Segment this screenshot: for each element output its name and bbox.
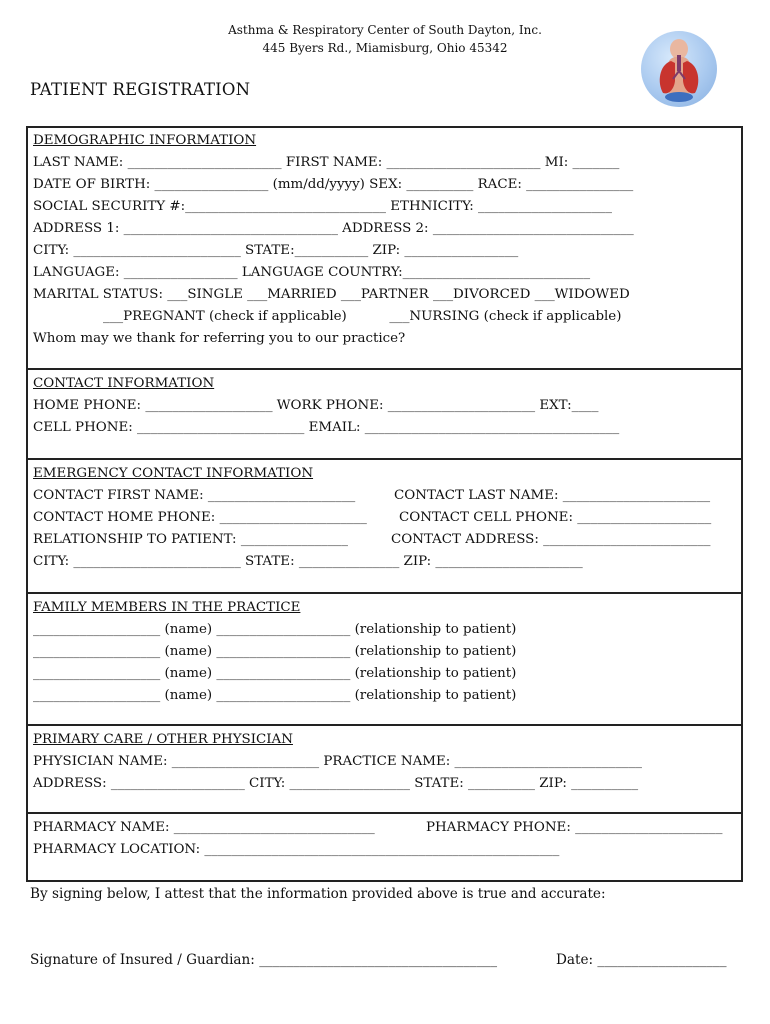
pharmacy-name: PHARMACY NAME: ______________________________: [33, 820, 375, 835]
signature-field[interactable]: Signature of Insured / Guardian: ___________________________________: [30, 952, 498, 968]
emergency-section: [26, 458, 743, 594]
lungs-logo-icon: [641, 31, 717, 107]
org-name: Asthma & Respiratory Center of South Dayton, Inc.: [228, 23, 542, 37]
physician-name-row: PHYSICIAN NAME: ______________________ PRACTICE NAME: ____________________________: [33, 754, 642, 769]
contact-home-phone: CONTACT HOME PHONE: ______________________: [33, 510, 367, 525]
attestation-text: By signing below, I attest that the information provided above is true and accurate:: [30, 886, 606, 902]
referral-row: Whom may we thank for referring you to our practice?: [33, 331, 406, 346]
family-row: ___________________ (name) ____________________ (relationship to patient): [33, 644, 517, 659]
org-address: 445 Byers Rd., Miamisburg, Ohio 45342: [262, 41, 508, 55]
pharmacy-section: [26, 812, 743, 882]
emergency-title: EMERGENCY CONTACT INFORMATION: [33, 466, 314, 481]
contact-last-name: CONTACT LAST NAME: ______________________: [394, 488, 711, 503]
physician-title: PRIMARY CARE / OTHER PHYSICIAN: [33, 732, 293, 747]
physician-address-row: ADDRESS: ____________________ CITY: __________________ STATE: __________ ZIP: __________: [33, 776, 639, 791]
pharmacy-phone: PHARMACY PHONE: ______________________: [426, 820, 723, 835]
family-row: ___________________ (name) ____________________ (relationship to patient): [33, 688, 517, 703]
page-title: PATIENT REGISTRATION: [30, 80, 251, 99]
dob-row: DATE OF BIRTH: _________________ (mm/dd/yyyy) SEX: __________ RACE: ________________: [33, 177, 634, 192]
name-row: LAST NAME: _______________________ FIRST NAME: _______________________ MI: _______: [33, 155, 620, 170]
family-section: [26, 592, 743, 726]
language-row: LANGUAGE: _________________ LANGUAGE COUNTRY:____________________________: [33, 265, 591, 280]
marital-status-row: MARITAL STATUS: ___SINGLE ___MARRIED ___PARTNER ___DIVORCED ___WIDOWED: [33, 287, 630, 302]
family-title: FAMILY MEMBERS IN THE PRACTICE: [33, 600, 301, 615]
contact-section: [26, 368, 743, 460]
cell-email-row: CELL PHONE: _________________________ EMAIL: ______________________________________: [33, 420, 620, 435]
demographic-title: DEMOGRAPHIC INFORMATION: [33, 133, 257, 148]
pregnant-nursing-row: ___PREGNANT (check if applicable) ___NURSING (check if applicable): [103, 309, 622, 324]
contact-title: CONTACT INFORMATION: [33, 376, 215, 391]
family-row: ___________________ (name) ____________________ (relationship to patient): [33, 622, 517, 637]
relationship-to-patient: RELATIONSHIP TO PATIENT: ________________: [33, 532, 348, 547]
demographic-section: [26, 126, 743, 370]
contact-first-name: CONTACT FIRST NAME: ______________________: [33, 488, 356, 503]
ssn-row: SOCIAL SECURITY #:______________________________ ETHNICITY: ____________________: [33, 199, 612, 214]
contact-cell-phone: CONTACT CELL PHONE: ____________________: [399, 510, 712, 525]
city-row: CITY: _________________________ STATE:___________ ZIP: _________________: [33, 243, 519, 258]
phone-row: HOME PHONE: ___________________ WORK PHONE: ______________________ EXT:____: [33, 398, 599, 413]
family-row: ___________________ (name) ____________________ (relationship to patient): [33, 666, 517, 681]
emergency-city-row: CITY: _________________________ STATE: _______________ ZIP: ______________________: [33, 554, 583, 569]
contact-address: CONTACT ADDRESS: _________________________: [391, 532, 711, 547]
date-field[interactable]: Date: ___________________: [556, 952, 727, 968]
pharmacy-location: PHARMACY LOCATION: _____________________________________________________: [33, 842, 560, 857]
physician-section: [26, 724, 743, 814]
address-row: ADDRESS 1: ________________________________ ADDRESS 2: ______________________________: [33, 221, 634, 236]
